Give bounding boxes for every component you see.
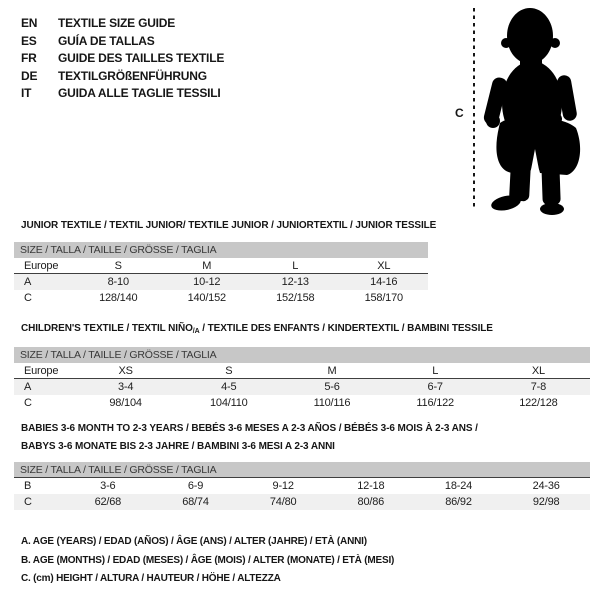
- row-label: B: [24, 480, 32, 492]
- title-part: CHILDREN'S TEXTILE / TEXTIL NIÑO: [21, 323, 193, 334]
- row-label: A: [24, 381, 32, 393]
- cell: 4-5: [221, 381, 237, 393]
- row-label: Europe: [24, 260, 59, 272]
- row-label: A: [24, 276, 32, 288]
- row-label: Europe: [24, 365, 59, 377]
- table-row-height: [14, 494, 590, 510]
- cell: 128/140: [99, 292, 138, 304]
- table-row-europe: [14, 258, 428, 274]
- footnote: A. AGE (YEARS) / EDAD (AÑOS) / ÂGE (ANS) / ALTER (JAHRE) / ETÀ (ANNI): [21, 536, 367, 547]
- cell: 8-10: [107, 276, 129, 288]
- language-code: DE: [21, 68, 38, 83]
- cell: 110/116: [313, 397, 351, 409]
- language-title: TEXTILGRÖßENFÜHRUNG: [58, 68, 207, 83]
- cell: 10-12: [193, 276, 221, 288]
- cell: 3-6: [100, 480, 116, 492]
- baby-silhouette-icon: [482, 3, 600, 218]
- cell: 92/98: [532, 496, 560, 508]
- footnotes: [21, 533, 394, 589]
- size-table-header: SIZE / TALLA / TAILLE / GRÖSSE / TAGLIA: [14, 242, 428, 258]
- language-title: TEXTILE SIZE GUIDE: [58, 16, 176, 30]
- cell: L: [292, 260, 299, 272]
- cell: 9-12: [272, 480, 294, 492]
- cell: XS: [118, 365, 133, 377]
- cell: XL: [531, 365, 545, 377]
- cell: 152/158: [276, 292, 315, 304]
- title-part: / TEXTILE DES ENFANTS / KINDERTEXTIL / BAMBINI TESSILE: [199, 323, 493, 334]
- table-row-age: [14, 274, 428, 290]
- cell: S: [225, 365, 233, 377]
- height-measure-line: [473, 8, 475, 210]
- language-list: [21, 15, 224, 103]
- cell: 98/104: [109, 397, 142, 409]
- cell: L: [432, 365, 439, 377]
- cell: M: [327, 365, 337, 377]
- size-table-children: [14, 347, 590, 411]
- table-row-age-months: [14, 478, 590, 494]
- cell: 14-16: [370, 276, 398, 288]
- title-part-sub: /A: [192, 328, 200, 335]
- section-title-line1: BABIES 3-6 MONTH TO 2-3 YEARS / BEBÉS 3-6 MESES A 2-3 AÑOS / BÉBÉS 3-6 MOIS À 2-3 ANS /: [21, 423, 478, 434]
- table-row-height: [14, 290, 428, 306]
- table-row-europe: [14, 363, 590, 379]
- cell: 12-18: [357, 480, 385, 492]
- cell: M: [202, 260, 212, 272]
- height-measure-label: C: [455, 106, 464, 120]
- size-table-header: SIZE / TALLA / TAILLE / GRÖSSE / TAGLIA: [14, 347, 590, 363]
- cell: 3-4: [117, 381, 134, 393]
- footnote: B. AGE (MONTHS) / EDAD (MESES) / ÂGE (MOIS) / ALTER (MONATE) / ETÀ (MESI): [21, 554, 395, 566]
- size-table-babies: [14, 462, 590, 510]
- language-code: EN: [21, 16, 38, 30]
- row-label: C: [24, 496, 32, 508]
- language-title: GUIDA ALLE TAGLIE TESSILI: [58, 86, 221, 100]
- cell: 122/128: [519, 397, 558, 409]
- cell: XL: [377, 260, 391, 272]
- language-code: FR: [21, 51, 37, 65]
- cell: 62/68: [94, 496, 122, 508]
- table-row-height: [14, 395, 590, 411]
- cell: 6-9: [187, 480, 204, 492]
- size-table-header: SIZE / TALLA / TAILLE / GRÖSSE / TAGLIA: [14, 462, 590, 478]
- section-title-junior: JUNIOR TEXTILE / TEXTIL JUNIOR/ TEXTILE JUNIOR / JUNIORTEXTIL / JUNIOR TESSILE: [21, 220, 437, 231]
- cell: 5-6: [324, 381, 340, 393]
- section-title-children: [21, 320, 493, 341]
- size-table-junior: [14, 242, 428, 306]
- cell: 68/74: [182, 496, 209, 508]
- cell: S: [114, 260, 122, 272]
- language-code: IT: [21, 86, 32, 100]
- cell: 80/86: [357, 496, 385, 508]
- language-code: ES: [21, 33, 37, 48]
- cell: 12-13: [281, 276, 309, 288]
- cell: 86/92: [445, 496, 472, 508]
- row-label: C: [24, 397, 32, 409]
- section-title-line2: BABYS 3-6 MONATE BIS 2-3 JAHRE / BAMBINI 3-6 MESI A 2-3 ANNI: [21, 441, 335, 452]
- cell: 104/110: [210, 397, 248, 409]
- language-title: GUIDE DES TAILLES TEXTILE: [58, 51, 225, 65]
- cell: 158/170: [364, 292, 403, 304]
- footnote: C. (cm) HEIGHT / ALTURA / HAUTEUR / HÖHE / ALTEZZA: [21, 573, 281, 584]
- cell: 24-36: [532, 480, 560, 492]
- table-row-age: [14, 379, 590, 395]
- cell: 140/152: [187, 292, 226, 304]
- section-title-babies: [21, 420, 478, 456]
- language-title: GUÍA DE TALLAS: [58, 33, 155, 48]
- cell: 18-24: [444, 480, 473, 492]
- cell: 74/80: [269, 496, 297, 508]
- row-label: C: [24, 292, 32, 304]
- cell: 116/122: [416, 397, 454, 409]
- cell: 7-8: [530, 381, 547, 393]
- cell: 6-7: [427, 381, 443, 393]
